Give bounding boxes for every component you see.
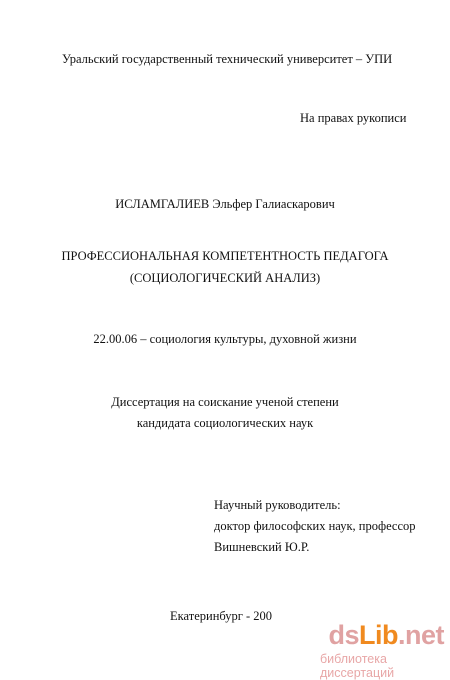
- specialty-code: 22.00.06 – социология культуры, духовной жизни: [93, 332, 357, 346]
- author-name: ИСЛАМГАЛИЕВ Эльфер Галиаскарович: [115, 197, 335, 211]
- title-line-2: (СОЦИОЛОГИЧЕСКИЙ АНАЛИЗ): [129, 271, 321, 285]
- watermark-subtitle: библиотека диссертаций: [320, 652, 395, 680]
- logo-net: .net: [397, 620, 444, 650]
- advisor-name: Вишневский Ю.Р.: [214, 540, 310, 554]
- logo-ds: ds: [328, 620, 359, 650]
- rights-note: На правах рукописи: [300, 111, 407, 125]
- degree-line-1: Диссертация на соискание ученой степени: [111, 395, 339, 409]
- advisor-degree: доктор философских наук, профессор: [214, 519, 416, 533]
- title-line-1: ПРОФЕССИОНАЛЬНАЯ КОМПЕТЕНТНОСТЬ ПЕДАГОГА: [61, 249, 389, 263]
- dslib-watermark: [320, 620, 450, 680]
- dslib-logo: [328, 620, 444, 651]
- city-year: Екатеринбург - 200: [170, 609, 273, 623]
- advisor-label: Научный руководитель:: [214, 498, 341, 512]
- university-name: Уральский государственный технический университет – УПИ: [62, 52, 393, 66]
- degree-line-2: кандидата социологических наук: [136, 416, 314, 430]
- logo-lib: Lib: [358, 620, 398, 650]
